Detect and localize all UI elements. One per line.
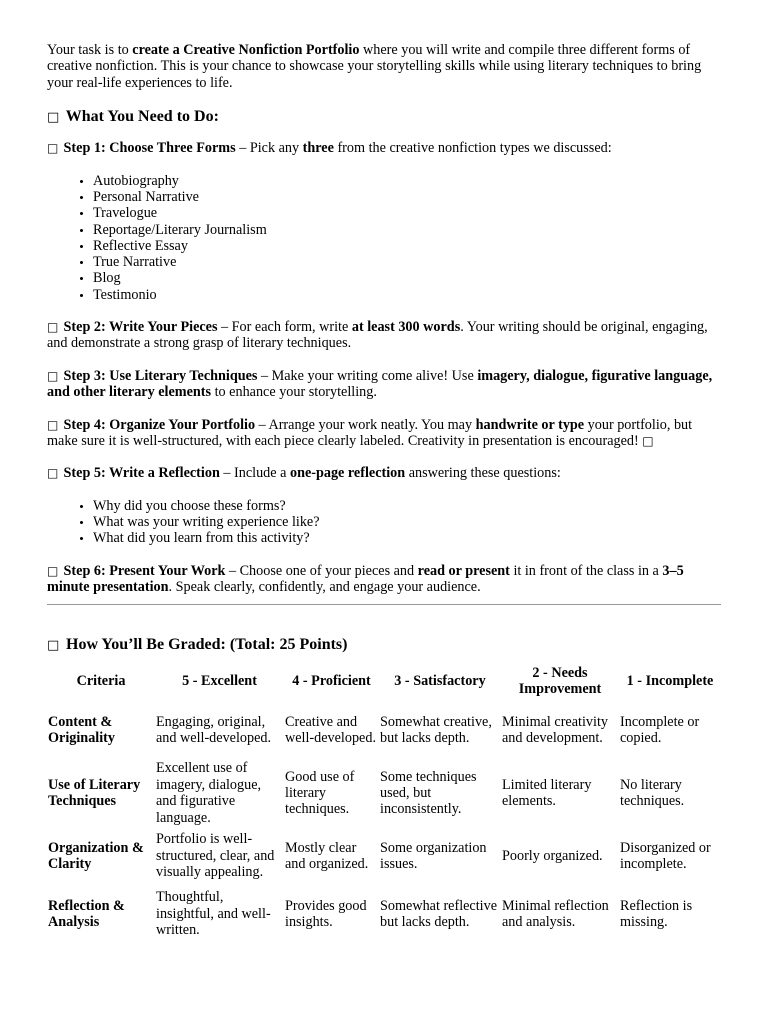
missing-glyph-icon: □ <box>47 637 60 653</box>
table-cell: Disorganized or incomplete. <box>620 839 711 872</box>
header-satisfactory: 3 - Satisfactory <box>394 672 486 689</box>
missing-glyph-icon: □ <box>47 368 59 383</box>
header-needs-improvement: 2 - Needs Improvement <box>518 664 602 697</box>
step-label: Step 2: Write Your Pieces <box>63 319 218 335</box>
step-bold: read or present <box>417 562 510 579</box>
table-cell: Use of Literary Techniques <box>48 776 141 810</box>
step-bold: one-page reflection <box>289 465 406 482</box>
table-row <box>47 827 721 885</box>
table-cell: Minimal reflection and analysis. <box>502 897 609 930</box>
step-label: Step 4: Organize Your Portfolio <box>63 416 256 433</box>
step-2 <box>47 319 721 352</box>
intro-text-end: where you will write and compile three different forms of creative nonfiction. This is your chance to showcase your storytelling skills while using literary techniques to bring your real-life experiences to life. <box>47 42 702 91</box>
table-cell: Reflection & Analysis <box>48 897 125 930</box>
intro-bold: create a Creative Nonfiction Portfolio <box>132 42 360 58</box>
graded-heading-text: How You’ll Be Graded: (Total: 25 Points) <box>66 635 348 653</box>
list-item: • Reportage/Literary Journalism <box>93 222 721 238</box>
what-heading-text: What You Need to Do: <box>65 108 219 126</box>
table-cell: Engaging, original, and well-developed. <box>156 713 272 747</box>
header-excellent: 5 - Excellent <box>182 672 257 689</box>
table-cell: Some techniques used, but inconsistently. <box>380 768 477 818</box>
step-label: Step 1: Choose Three Forms <box>63 140 236 157</box>
step-text: answering these questions: <box>405 465 561 482</box>
step-label: Step 3: Use Literary Techniques <box>63 367 258 384</box>
header-criteria: Criteria <box>76 672 126 689</box>
intro-text: Your task is to <box>47 42 133 58</box>
table-cell: Provides good insights. <box>285 897 367 930</box>
what-heading <box>47 107 721 128</box>
step-bold: handwrite or type <box>475 416 585 433</box>
list-item: • Blog <box>93 270 721 286</box>
table-cell: Minimal creativity and development. <box>502 713 608 747</box>
table-cell: Organization & Clarity <box>48 839 144 872</box>
step-text: – Pick any <box>235 140 303 157</box>
table-cell: Thoughtful, insightful, and well-written. <box>156 889 271 939</box>
step-bold: 3–5 minute presentation <box>47 562 684 596</box>
questions-list <box>47 498 721 547</box>
step-text: to enhance your storytelling. <box>211 384 377 401</box>
missing-glyph-icon: □ <box>47 563 59 578</box>
list-item: • Testimonio <box>93 287 721 303</box>
table-cell: Portfolio is well-structured, clear, and visually appealing. <box>156 831 275 881</box>
table-cell: Mostly clear and organized. <box>285 839 369 872</box>
missing-glyph-icon: □ <box>642 434 654 449</box>
step-text: . Your writing should be original, engaging, and demonstrate a strong grasp of literary techniques. <box>47 319 708 352</box>
step-bold: three <box>302 140 334 157</box>
header-incomplete: 1 - Incomplete <box>626 672 714 689</box>
step-text: . Speak clearly, confidently, and engage your audience. <box>168 579 481 596</box>
table-cell: Limited literary elements. <box>502 776 592 810</box>
step-bold: imagery, dialogue, figurative language, and other literary elements <box>47 367 713 401</box>
table-cell: Content & Originality <box>48 713 115 747</box>
table-cell: Somewhat creative, but lacks depth. <box>380 713 492 747</box>
list-item: • Personal Narrative <box>93 189 721 205</box>
missing-glyph-icon: □ <box>47 320 59 334</box>
list-item: • Why did you choose these forms? <box>93 498 721 514</box>
step-3 <box>47 368 721 401</box>
missing-glyph-icon: □ <box>47 110 60 126</box>
step-1 <box>47 140 721 156</box>
intro-paragraph <box>47 42 721 91</box>
graded-heading <box>47 635 721 656</box>
step-4 <box>47 417 721 450</box>
step-bold: at least 300 words <box>351 319 461 335</box>
step-text: it in front of the class in a <box>509 562 663 579</box>
table-cell: Reflection is missing. <box>620 897 693 930</box>
list-item: • What was your writing experience like? <box>93 514 721 530</box>
table-cell: Good use of literary techniques. <box>285 768 355 818</box>
table-cell: Somewhat reflective but lacks depth. <box>380 897 497 930</box>
list-item: • Reflective Essay <box>93 238 721 254</box>
step-text: – Include a <box>219 465 290 482</box>
list-item: • True Narrative <box>93 254 721 270</box>
list-item: • What did you learn from this activity? <box>93 530 721 546</box>
step-5 <box>47 465 721 481</box>
table-cell: Incomplete or copied. <box>620 713 700 747</box>
missing-glyph-icon: □ <box>47 141 59 156</box>
step-label: Step 5: Write a Reflection <box>63 465 220 482</box>
step-text: – Arrange your work neatly. You may <box>255 416 476 433</box>
step-6 <box>47 563 721 596</box>
list-item: • Travelogue <box>93 205 721 221</box>
table-cell: Creative and well-developed. <box>285 713 376 747</box>
table-row <box>47 759 721 827</box>
table-row <box>47 701 721 759</box>
table-cell: Excellent use of imagery, dialogue, and figurative language. <box>156 760 262 826</box>
step-text: – Choose one of your pieces and <box>225 562 418 579</box>
missing-glyph-icon: □ <box>47 466 59 481</box>
table-row <box>47 885 721 943</box>
step-text: your portfolio, but make sure it is well-structured, with each piece clearly labeled. Creativity in presentation is encouraged! <box>47 416 693 450</box>
step-text: – For each form, write <box>217 319 352 335</box>
table-cell: Some organization issues. <box>380 839 487 872</box>
step-text: from the creative nonfiction types we discussed: <box>333 140 612 157</box>
missing-glyph-icon: □ <box>47 417 59 432</box>
list-item: • Autobiography <box>93 173 721 189</box>
rubric-table <box>47 664 721 943</box>
rubric-header-row <box>47 664 721 702</box>
step-text: – Make your writing come alive! Use <box>257 367 478 384</box>
table-cell: Poorly organized. <box>502 847 603 864</box>
header-proficient: 4 - Proficient <box>292 672 371 689</box>
divider <box>47 604 721 605</box>
table-cell: No literary techniques. <box>620 776 685 810</box>
forms-list <box>47 173 721 303</box>
step-label: Step 6: Present Your Work <box>63 562 226 579</box>
